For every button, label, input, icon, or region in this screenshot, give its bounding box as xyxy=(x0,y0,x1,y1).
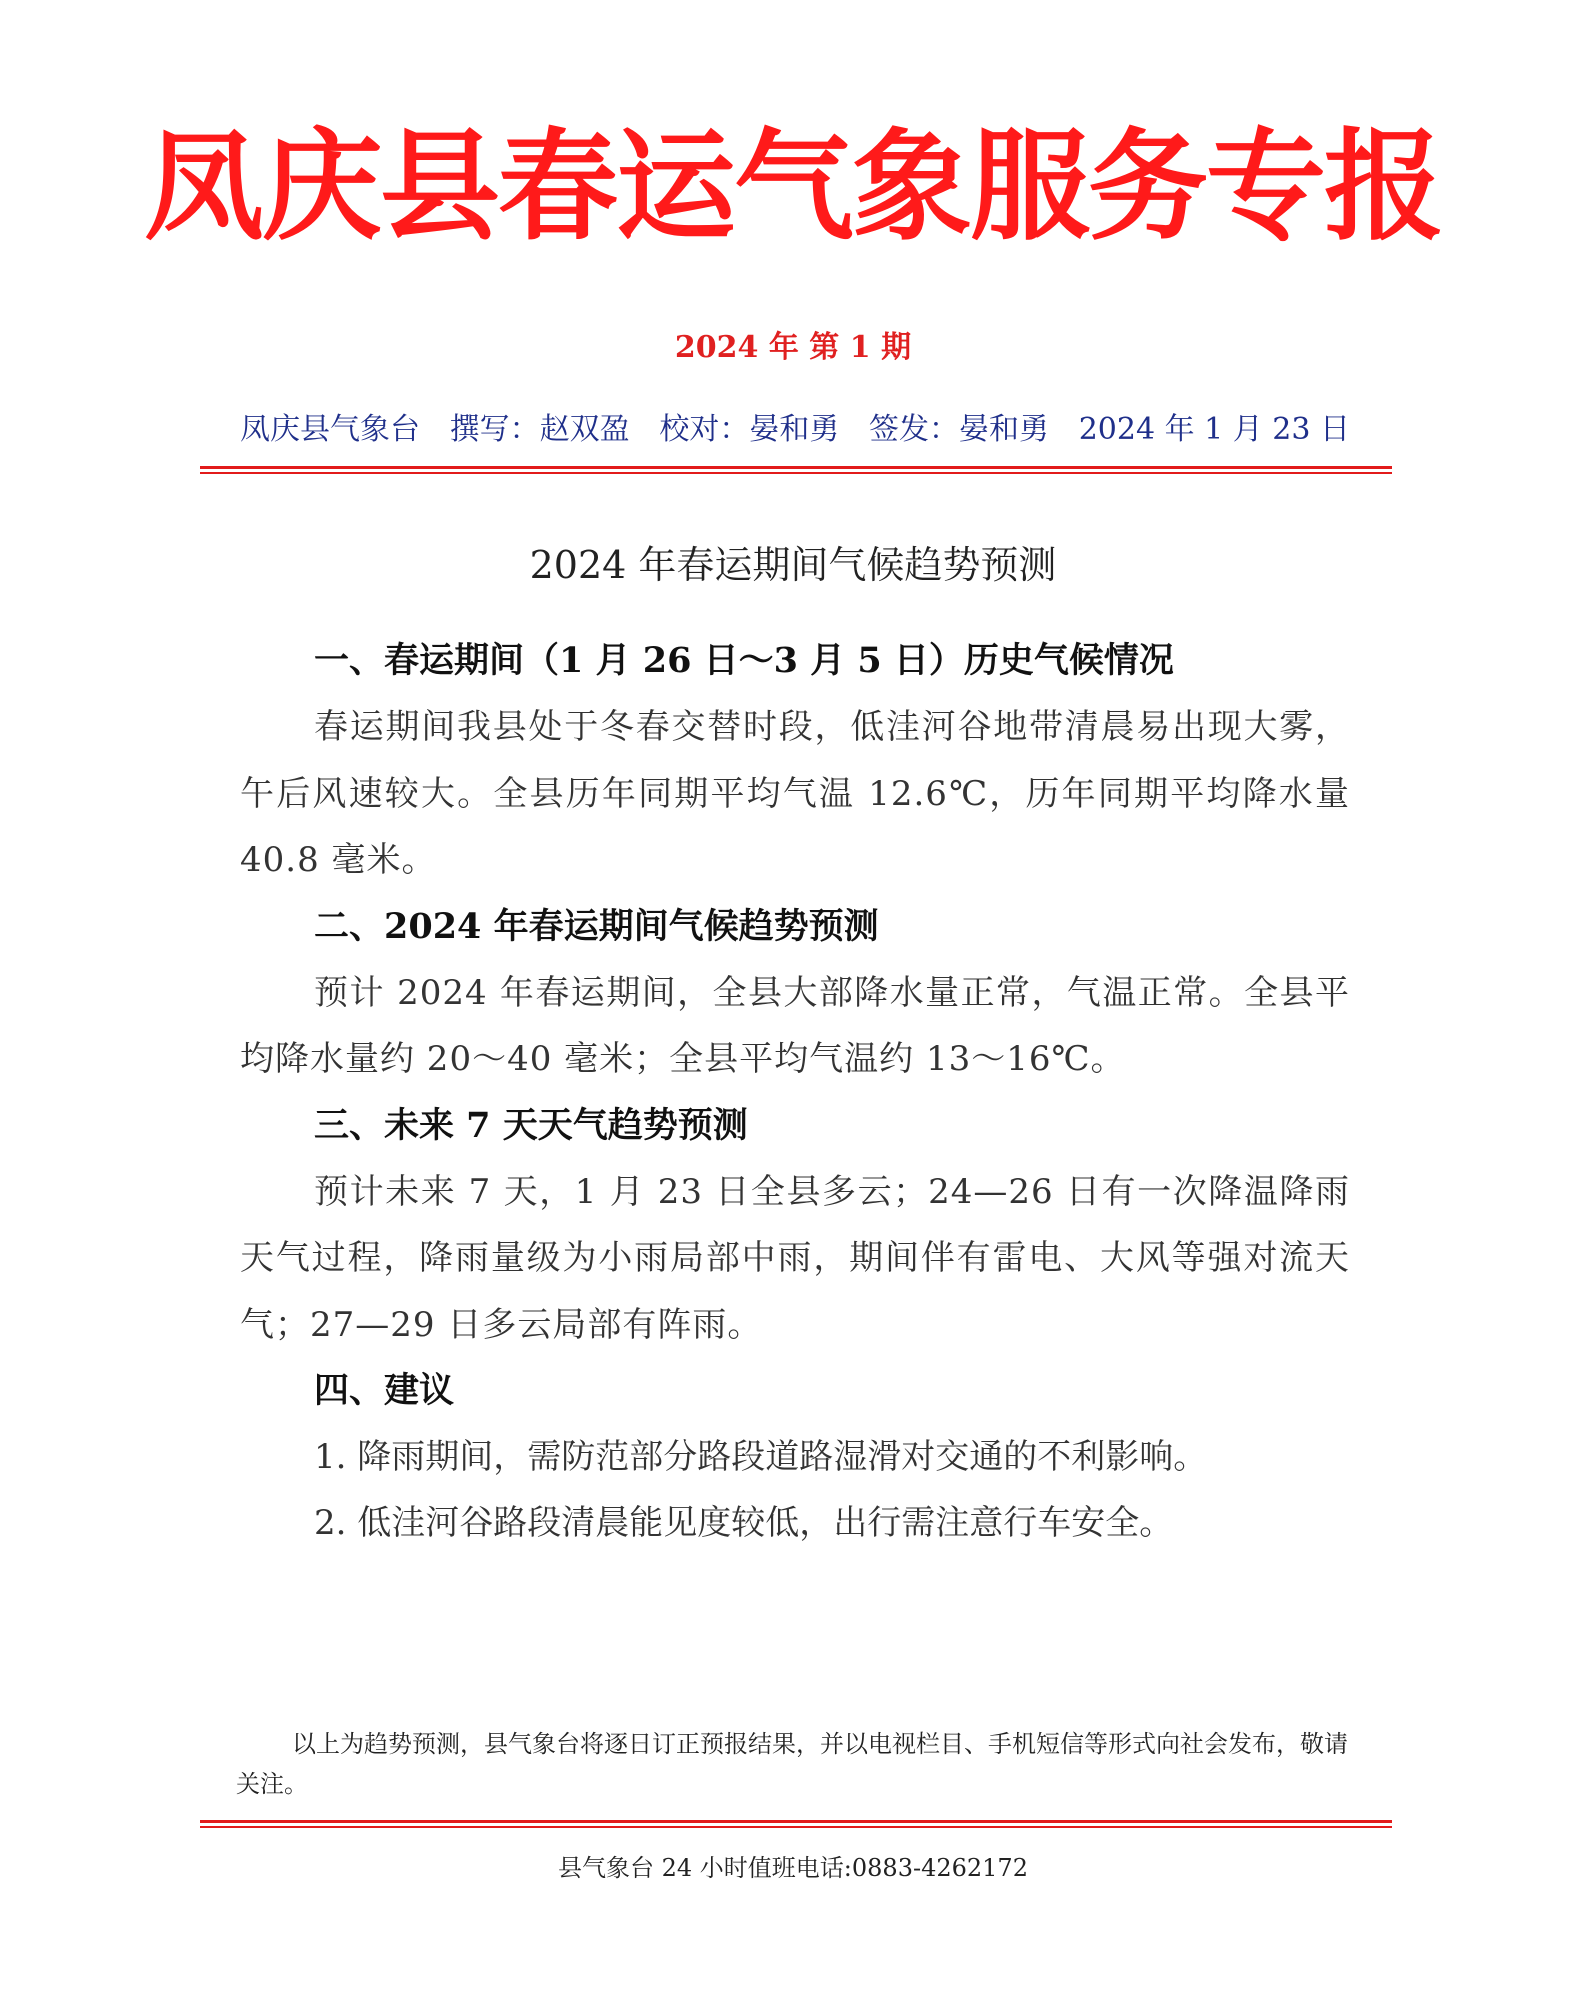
masthead-title: 凤庆县春运气象服务专报 xyxy=(144,118,1442,257)
section-heading-history: 一、春运期间（1 月 26 日～3 月 5 日）历史气候情况 xyxy=(314,640,1174,681)
footer-note: 以上为趋势预测，县气象台将逐日订正预报结果，并以电视栏目、手机短信等形式向社会发布，敬请关注。 xyxy=(236,1730,1348,1798)
section-paragraph-forecast: 预计 2024 年春运期间，全县大部降水量正常，气温正常。全县平均降水量约 20～40 毫米；全县平均气温约 13～16℃。 xyxy=(240,972,1350,1079)
byline-proofreader: 校对：晏和勇 xyxy=(659,412,840,447)
section-paragraph-history: 春运期间我县处于冬春交替时段，低洼河谷地带清晨易出现大雾，午后风速较大。全县历年同期平均气温 12.6℃，历年同期平均降水量 40.8 毫米。 xyxy=(240,707,1350,880)
footer-divider-thin xyxy=(200,1826,1392,1828)
footer-divider-thick xyxy=(200,1820,1392,1823)
advice-item: 2. 低洼河谷路段清晨能见度较低，出行需注意行车安全。 xyxy=(314,1503,1174,1543)
byline-date: 2024 年 1 月 23 日 xyxy=(1078,412,1350,447)
byline xyxy=(240,410,1350,450)
byline-author: 撰写：赵双盈 xyxy=(449,412,630,447)
byline-issuer: 签发：晏和勇 xyxy=(869,412,1050,447)
document-body xyxy=(240,628,1350,1556)
section-heading-advice: 四、建议 xyxy=(314,1370,455,1411)
issue-number: 2024 年 第 1 期 xyxy=(674,330,912,365)
advice-item: 1. 降雨期间，需防范部分路段道路湿滑对交通的不利影响。 xyxy=(314,1437,1208,1477)
header-divider-thin xyxy=(200,472,1392,474)
section-paragraph-7day: 预计未来 7 天，1 月 23 日全县多云；24—26 日有一次降温降雨天气过程，降雨量级为小雨局部中雨，期间伴有雷电、大风等强对流天气；27—29 日多云局部有阵雨。 xyxy=(240,1171,1350,1345)
document-title: 2024 年春运期间气候趋势预测 xyxy=(529,543,1057,587)
header-divider-thick xyxy=(200,466,1392,469)
section-heading-forecast: 二、2024 年春运期间气候趋势预测 xyxy=(314,905,879,947)
byline-org: 凤庆县气象台 xyxy=(240,412,420,447)
section-heading-7day: 三、未来 7 天天气趋势预测 xyxy=(314,1104,748,1146)
duty-hotline: 县气象台 24 小时值班电话:0883-4262172 xyxy=(558,1854,1028,1882)
